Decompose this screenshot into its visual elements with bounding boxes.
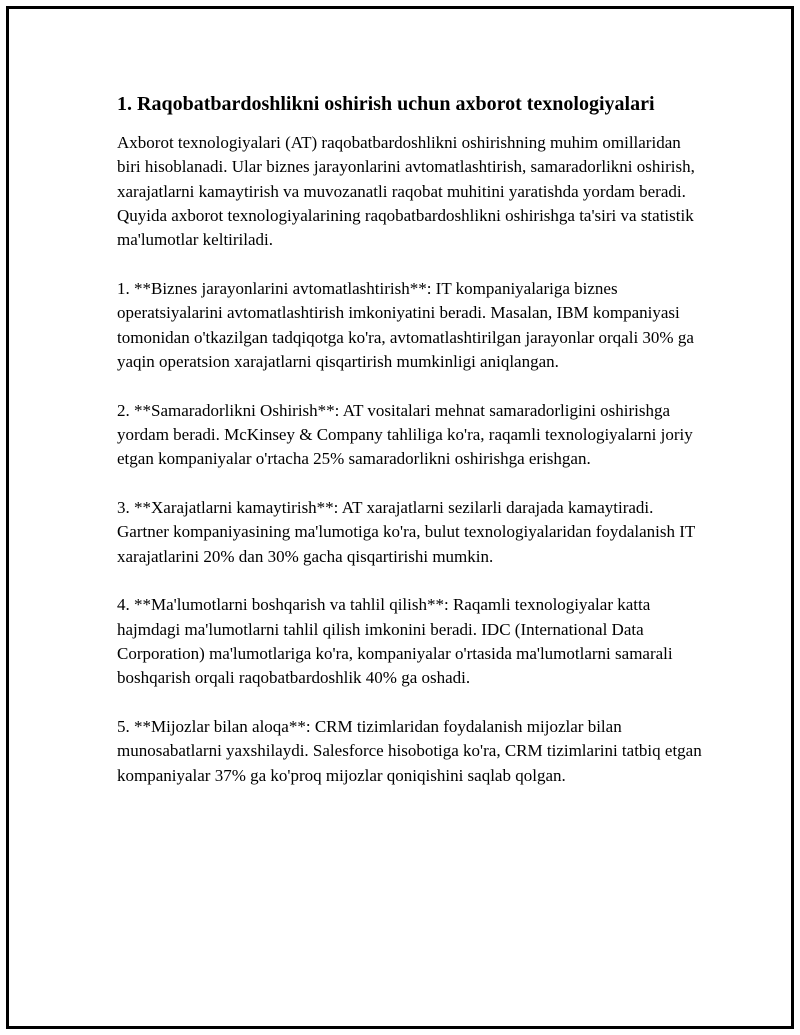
list-item-4: 4. **Ma'lumotlarni boshqarish va tahlil qilish**: Raqamli texnologiyalar katta hajmdagi ma'lumotlarni tahlil qilish imkonini beradi. IDC (International Data Corporation) ma'lumotlariga ko'ra, kompaniyalar o'rtasida ma'lumotlarni samarali boshqarish orqali raqobatbardoshlik 40% ga oshadi. (117, 595, 673, 688)
list-item-3: 3. **Xarajatlarni kamaytirish**: AT xarajatlarni sezilarli darajada kamaytiradi. Gartner kompaniyasining ma'lumotiga ko'ra, bulut texnologiyalaridan foydalanish IT xarajatlarini 20% dan 30% gacha qisqartirishi mumkin. (117, 498, 696, 566)
document-body (117, 91, 702, 813)
list-item-5: 5. **Mijozlar bilan aloqa**: CRM tizimlaridan foydalanish mijozlar bilan munosabatlarni yaxshilaydi. Salesforce hisobotiga ko'ra, CRM tizimlarini tatbiq etgan kompaniyalar 37% ga ko'proq mijozlar qoniqishini saqlab qolgan. (117, 717, 702, 785)
intro-paragraph: Axborot texnologiyalari (AT) raqobatbardoshlikni oshirishning muhim omillaridan biri hisoblanadi. Ular biznes jarayonlarini avtomatlashtirish, samaradorlikni oshirish, xarajatlarni kamaytirish va muvozanatli raqobat muhitini yaratishda yordam beradi. Quyida axborot texnologiyalarining raqobatbardoshlikni oshirishga ta'siri va statistik ma'lumotlar keltiriladi. (117, 133, 695, 250)
list-item-1: 1. **Biznes jarayonlarini avtomatlashtirish**: IT kompaniyalariga biznes operatsiyalarini avtomatlashtirish imkoniyatini beradi. Masalan, IBM kompaniyasi tomonidan o'tkazilgan tadqiqotga ko'ra, avtomatlashtirilgan jarayonlar orqali 30% ga yaqin operatsion xarajatlarni qisqartirish mumkinligi aniqlangan. (117, 278, 694, 371)
list-item-2: 2. **Samaradorlikni Oshirish**: AT vositalari mehnat samaradorligini oshirishga yordam beradi. McKinsey & Company tahliliga ko'ra, raqamli texnologiyalarni joriy etgan kompaniyalar o'rtacha 25% samaradorlikni oshirishga erishgan. (117, 400, 693, 469)
document-title: 1. Raqobatbardoshlikni oshirish uchun axborot texnologiyalari (117, 93, 655, 115)
